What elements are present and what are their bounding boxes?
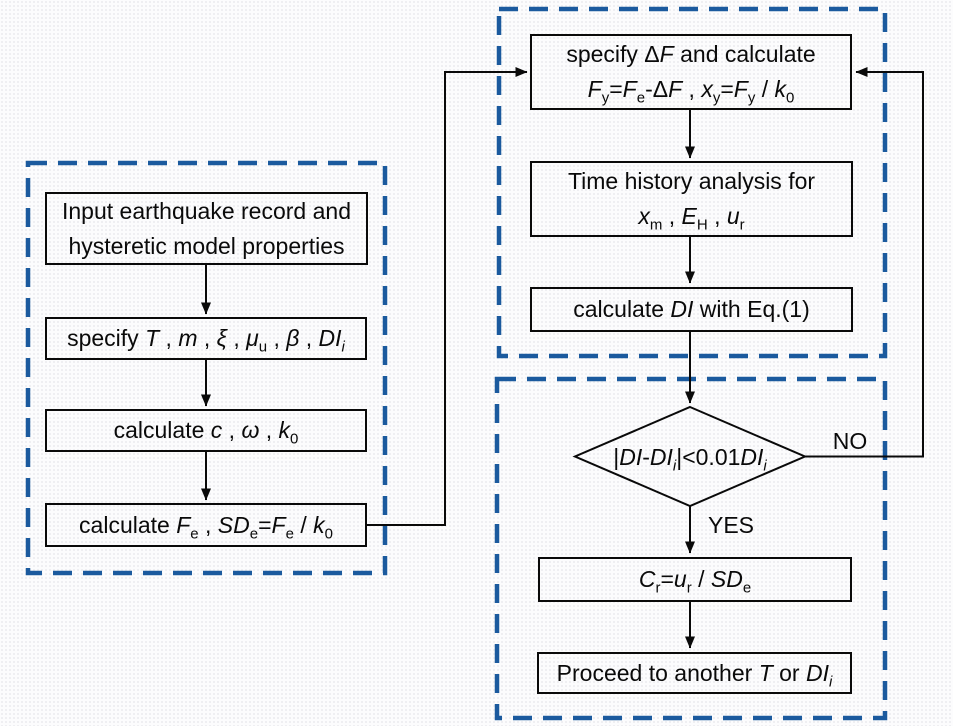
node-input-record: [45, 192, 368, 265]
node-text-line: $x_m$ , $E_H$ , $u_r$: [638, 203, 745, 234]
node-text-line: calculate c , ω , $k_0$: [113, 417, 299, 448]
node-text-line: Input earthquake record and: [62, 197, 351, 224]
node-proceed: [537, 652, 852, 694]
node-specify-delta-f: [530, 34, 852, 110]
node-text-line: Time history analysis for: [567, 168, 816, 194]
node-text-line: specify ΔF and calculate: [566, 41, 816, 67]
node-decision-di: [575, 438, 805, 476]
node-text-line: hysteretic model properties: [68, 232, 345, 259]
node-text-line: $C_r=u_r / SD_e$: [638, 566, 752, 597]
node-calc-c-omega-k0: [45, 409, 367, 452]
node-text-line: $|DI-DI_i|<0.01DI_i$: [613, 443, 767, 475]
node-cr-ratio: [538, 557, 852, 602]
node-time-history: [530, 161, 853, 237]
label-yes: YES: [707, 511, 755, 538]
node-text-line: calculate DI with Eq.(1): [573, 296, 810, 322]
node-text-line: specify T , m , ξ , $\mu_u$ , β , $DI_i$: [67, 325, 345, 356]
arrow-decision-no-loop: [805, 72, 923, 457]
node-calc-fe-sde: [45, 503, 367, 547]
node-text-line: Proceed to another T or $DI_i$: [556, 659, 833, 691]
node-text-line: $F_y=F_e-\Delta F$ , $x_y=F_y / k_0$: [587, 76, 795, 107]
node-calc-di: [530, 287, 853, 332]
node-specify-params: [45, 317, 367, 360]
arrow-calc-fe-to-specify-deltaf: [365, 72, 527, 525]
label-no: NO: [832, 427, 868, 454]
node-text-line: calculate $F_e$ , $SD_e=F_e / k_0$: [79, 511, 333, 543]
